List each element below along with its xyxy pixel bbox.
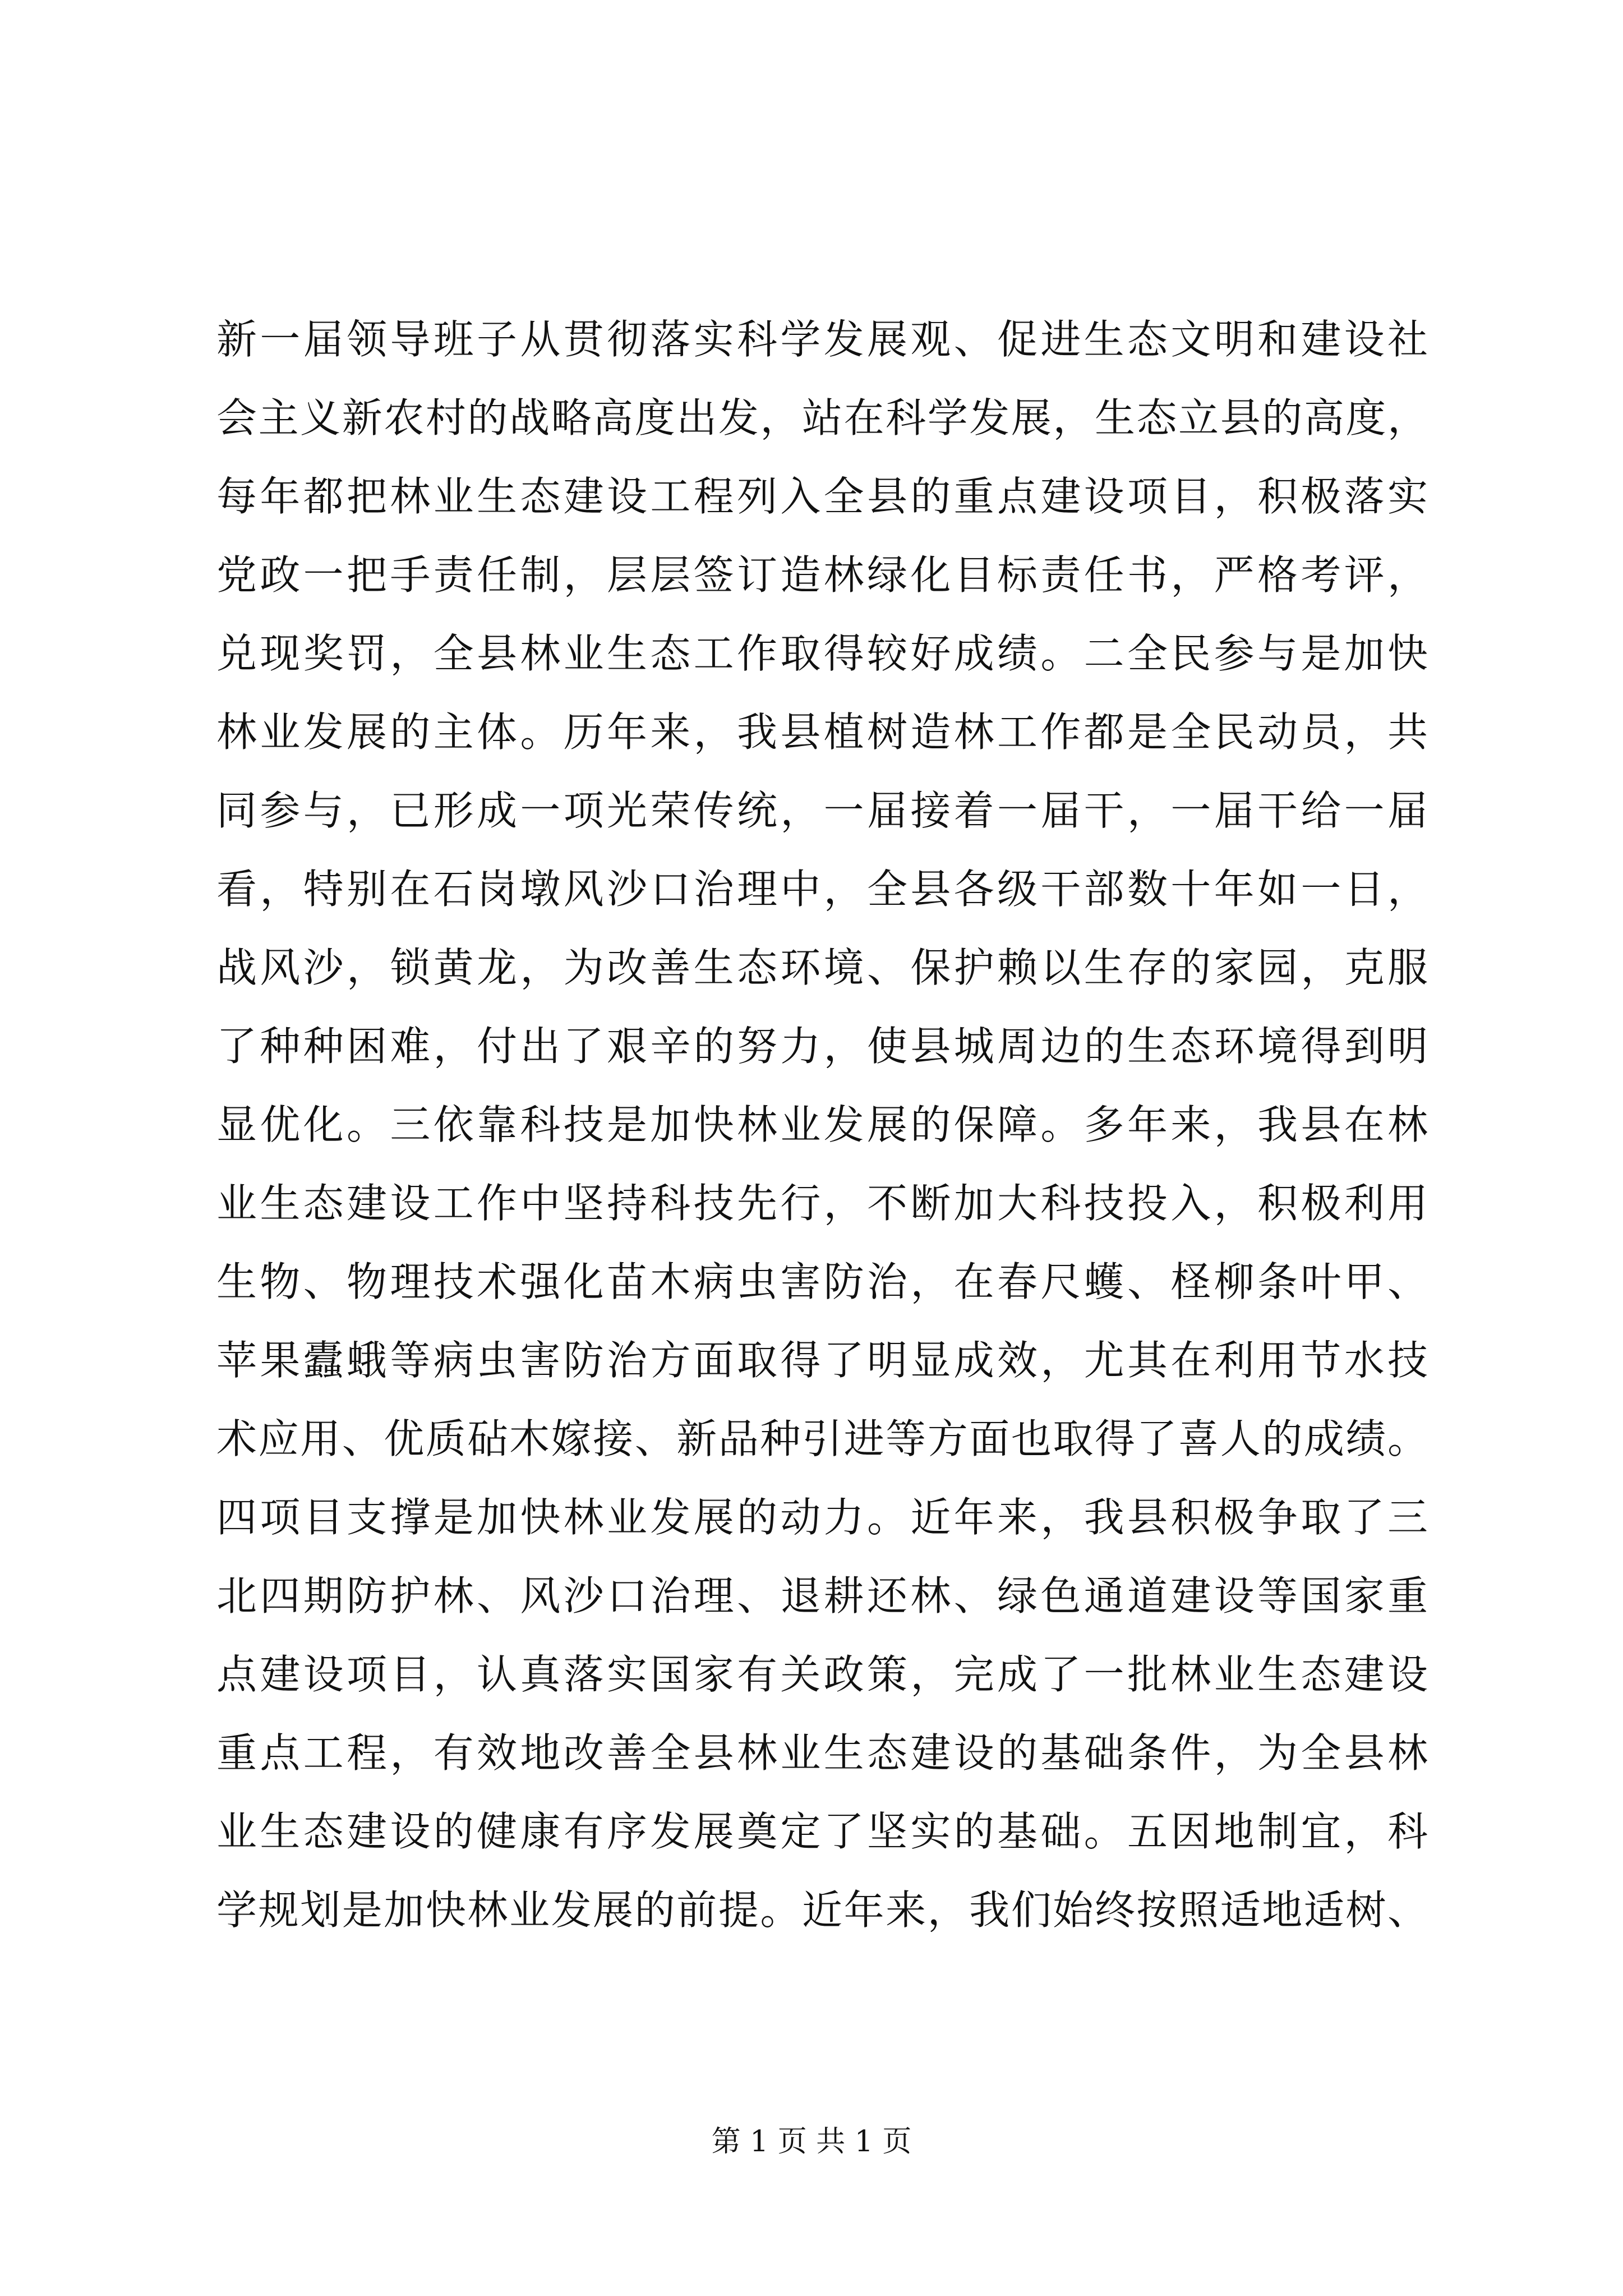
text-line: 学规划是加快林业发展的前提。近年来，我们始终按照适地适树、 xyxy=(216,1887,1428,1934)
text-line: 北四期防护林、风沙口治理、退耕还林、绿色通道建设等国家重 xyxy=(216,1572,1428,1619)
text-line: 新一届领导班子从贯彻落实科学发展观、促进生态文明和建设社 xyxy=(216,316,1428,363)
text-line: 生物、物理技术强化苗木病虫害防治，在春尺蠖、柽柳条叶甲、 xyxy=(216,1258,1428,1305)
text-line: 四项目支撑是加快林业发展的动力。近年来，我县积极争取了三 xyxy=(216,1494,1428,1541)
text-line: 会主义新农村的战略高度出发，站在科学发展，生态立县的高度， xyxy=(216,394,1428,441)
text-line: 显优化。三依靠科技是加快林业发展的保障。多年来，我县在林 xyxy=(216,1101,1428,1148)
text-line: 业生态建设工作中坚持科技先行，不断加大科技投入，积极利用 xyxy=(216,1180,1428,1227)
text-line: 了种种困难，付出了艰辛的努力，使县城周边的生态环境得到明 xyxy=(216,1023,1428,1070)
text-line: 同参与，已形成一项光荣传统，一届接着一届干，一届干给一届 xyxy=(216,787,1428,834)
page-number-label: 第 1 页 共 1 页 xyxy=(711,2125,912,2159)
text-line: 每年都把林业生态建设工程列入全县的重点建设项目，积极落实 xyxy=(216,473,1428,520)
text-line: 林业发展的主体。历年来，我县植树造林工作都是全民动员，共 xyxy=(216,708,1428,756)
body-text xyxy=(216,300,1428,1949)
text-line: 术应用、优质砧木嫁接、新品种引进等方面也取得了喜人的成绩。 xyxy=(216,1415,1428,1462)
text-line: 兑现奖罚，全县林业生态工作取得较好成绩。二全民参与是加快 xyxy=(216,630,1428,677)
text-line: 业生态建设的健康有序发展奠定了坚实的基础。五因地制宜，科 xyxy=(216,1808,1428,1855)
text-line: 重点工程，有效地改善全县林业生态建设的基础条件，为全县林 xyxy=(216,1729,1428,1777)
page-footer xyxy=(0,2122,1623,2161)
text-line: 战风沙，锁黄龙，为改善生态环境、保护赖以生存的家园，克服 xyxy=(216,944,1428,991)
text-line: 看，特别在石岗墩风沙口治理中，全县各级干部数十年如一日， xyxy=(216,866,1428,913)
text-line: 点建设项目，认真落实国家有关政策，完成了一批林业生态建设 xyxy=(216,1651,1428,1698)
text-line: 苹果蠹蛾等病虫害防治方面取得了明显成效，尤其在利用节水技 xyxy=(216,1337,1428,1384)
text-line: 党政一把手责任制，层层签订造林绿化目标责任书，严格考评， xyxy=(216,551,1428,599)
